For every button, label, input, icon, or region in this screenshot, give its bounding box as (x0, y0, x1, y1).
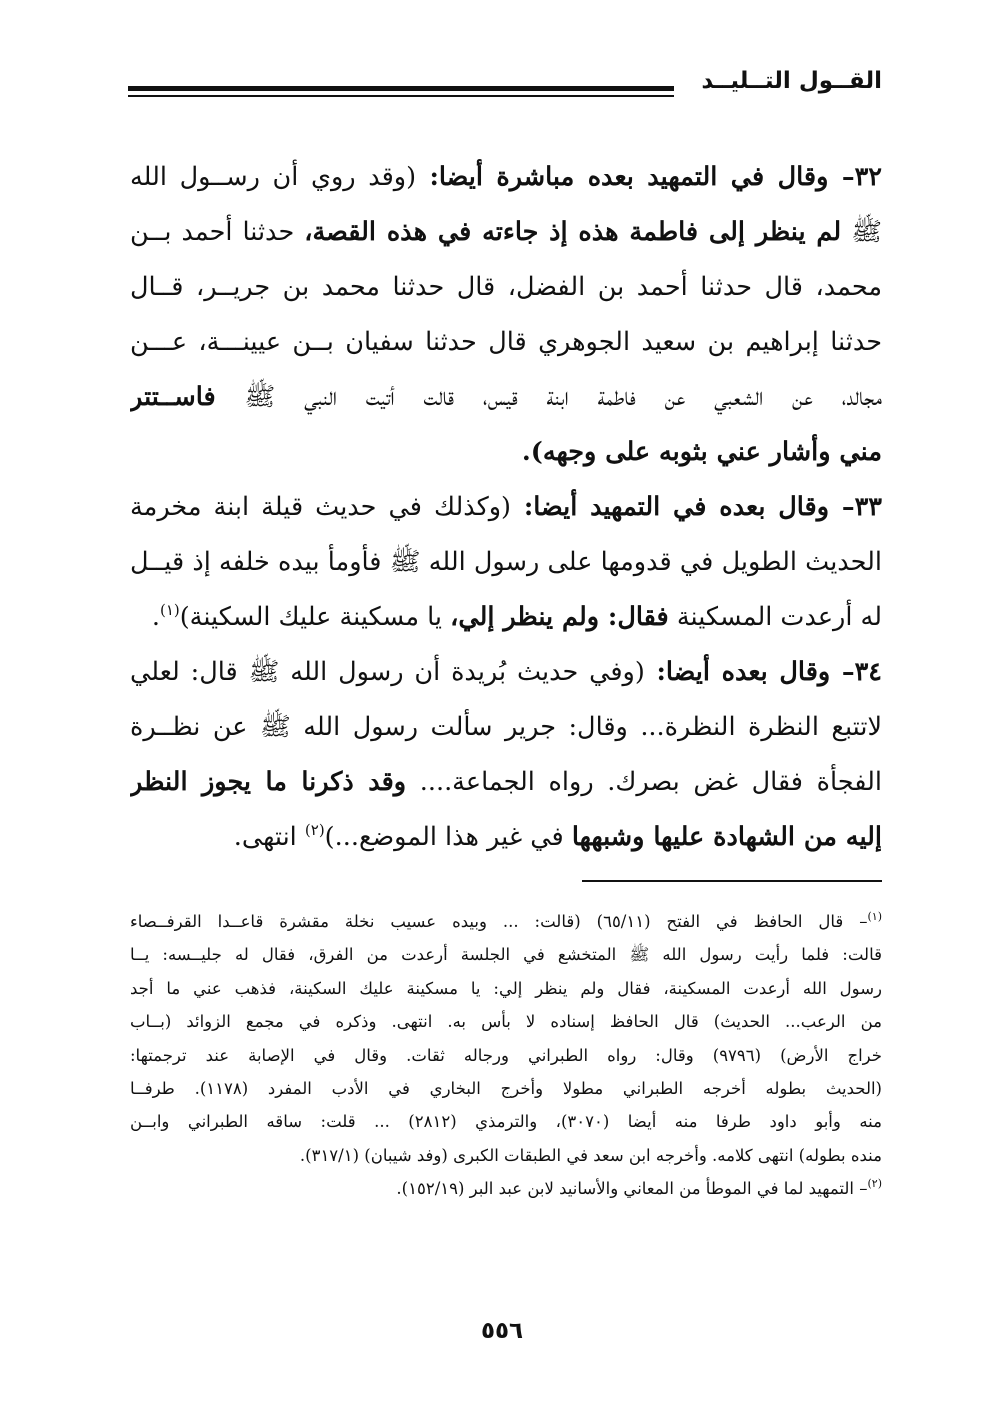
bold-text-run: فاســتتر (130, 382, 216, 412)
running-head-title: القــول التــليــد (701, 68, 882, 94)
main-text (130, 150, 882, 865)
text-run: منه وأبو داود طرفا منه أيضا (٣٠٧٠)، والترمذي (٢٨١٢) ... قلت: ساقه الطبراني وابــن (130, 1112, 882, 1132)
bold-text-run: مني وأشار عني بثوبه على وجهه). (521, 437, 882, 467)
text-run: خراج الأرض) (٩٧٩٦) وقال: رواه الطبراني ورجاله ثقات. وقال في الإصابة عند ترجمتها: (130, 1045, 882, 1065)
text-run: يا مسكينة عليك السكينة) (179, 602, 451, 632)
footnote-marker: (١) (159, 601, 180, 619)
footnote-marker: (٢) (304, 821, 325, 839)
text-line (130, 260, 882, 315)
text-run: (الحديث بطوله أخرجه الطبراني مطولا وأخرج البخاري في الأدب المفرد (١١٧٨). طرفــا (130, 1079, 882, 1099)
text-run: في غير هذا الموضع...) (324, 822, 572, 852)
text-run: (وكذلك في حديث قيلة ابنة مخرمة (130, 492, 512, 522)
footnotes (130, 905, 882, 1206)
text-run: رسول الله أرعدت المسكينة، فقال ولم ينظر إلي: يا مسكينة عليك السكينة، فذهب عني ما أجد (130, 978, 882, 998)
text-line (130, 755, 882, 810)
text-run: لاتتبع النظرة النظرة... وقال: جرير سألت رسول الله ﷺ عن نظــرة (130, 712, 882, 742)
footnote-marker: (١) (867, 910, 882, 923)
bold-text-run: ٣٣– وقال بعده في التمهيد أيضا: (511, 492, 882, 522)
text-run: الحديث الطويل في قدومها على رسول الله ﷺ فأومأ بيده خلفه إذ قيــل (130, 547, 882, 577)
bold-text-run: إليه من الشهادة عليها وشبهها (571, 822, 882, 852)
page-header (128, 66, 882, 106)
text-line (130, 150, 882, 205)
text-run: من الرعب... الحديث) قال الحافظ إسناده لا بأس به. انتهى. وذكره في مجمع الزوائد (بــاب (130, 1012, 882, 1032)
footnote-line (130, 938, 882, 971)
text-run: . (151, 602, 160, 632)
text-line (130, 480, 882, 535)
text-run: محمد، قال حدثنا أحمد بن الفضل، قال حدثنا محمد بن جريــر، قــال (130, 272, 882, 302)
text-run: منده بطوله) انتهى كلامه. وأخرجه ابن سعد في الطبقات الكبرى (وفد شيبان) (٣١٧/١). (299, 1145, 882, 1165)
bold-text-run: لم ينظر إلى فاطمة هذه إذ جاءته في هذه القصة، (304, 217, 842, 247)
bold-text-run: ٣٤– وقال بعده أيضا: (644, 657, 882, 687)
text-run: (وقد روي أن رســول الله (130, 162, 417, 192)
text-line (130, 700, 882, 755)
text-run: حدثنا إبراهيم بن سعيد الجوهري قال حدثنا سفيان بــن عيينـــة، عـــن (130, 327, 882, 357)
text-run: له أرعدت المسكينة (668, 602, 882, 632)
footnote-marker: (٢) (867, 1177, 882, 1191)
bold-text-run: وقد ذكرنا ما يجوز النظر (130, 767, 407, 797)
bold-text-run: ٣٢– وقال في التمهيد بعده مباشرة أيضا: (416, 162, 882, 192)
footnote-line (130, 905, 882, 938)
text-run: انتهى. (233, 822, 305, 852)
footnote-line (130, 1105, 882, 1138)
text-run: – قال الحافظ في الفتح (٦٥/١١) (قالت: ... وبيده عسيب نخلة مقشرة قاعــدا القرفــصاء (130, 912, 868, 931)
text-line (130, 370, 882, 425)
bold-text-run: فقال: ولم ينظر إلي، (450, 602, 669, 632)
text-run: حدثنا أحمد بــن (130, 217, 305, 247)
footnote-line (130, 1039, 882, 1072)
text-line (130, 425, 882, 480)
text-line (130, 810, 882, 865)
text-run: – التمهيد لما في الموطأ من المعاني والأسانيد لابن عبد البر (١٥٢/١٩). (396, 1179, 868, 1199)
footnote-line (130, 1139, 882, 1172)
footnote-line (130, 1172, 882, 1205)
text-line (130, 315, 882, 370)
text-line (130, 535, 882, 590)
text-line (130, 205, 882, 260)
page-number: ٥٥٦ (480, 1318, 524, 1344)
text-run: مجالد، عن الشعبي عن فاطمة ابنة قيس، قالت أتيت النبي ﷺ (215, 382, 882, 412)
footnote-line (130, 972, 882, 1005)
text-run: الفجأة فقال غض بصرك. رواه الجماعة.... (406, 767, 882, 797)
text-run: قالت: فلما رأيت رسول الله ﷺ المتخشع في الجلسة أرعدت من الفرق، فقال له جليــسه: يــا (130, 945, 882, 965)
header-rule-thick (128, 86, 674, 91)
text-run: (وفي حديث بُريدة أن رسول الله ﷺ قال: لعلي (130, 657, 645, 687)
header-rule-thin (128, 95, 674, 97)
text-line (130, 645, 882, 700)
footnote-separator (582, 880, 882, 882)
text-run: ﷺ (841, 217, 882, 247)
text-line (130, 590, 882, 645)
footnote-line (130, 1072, 882, 1105)
footnote-line (130, 1005, 882, 1038)
